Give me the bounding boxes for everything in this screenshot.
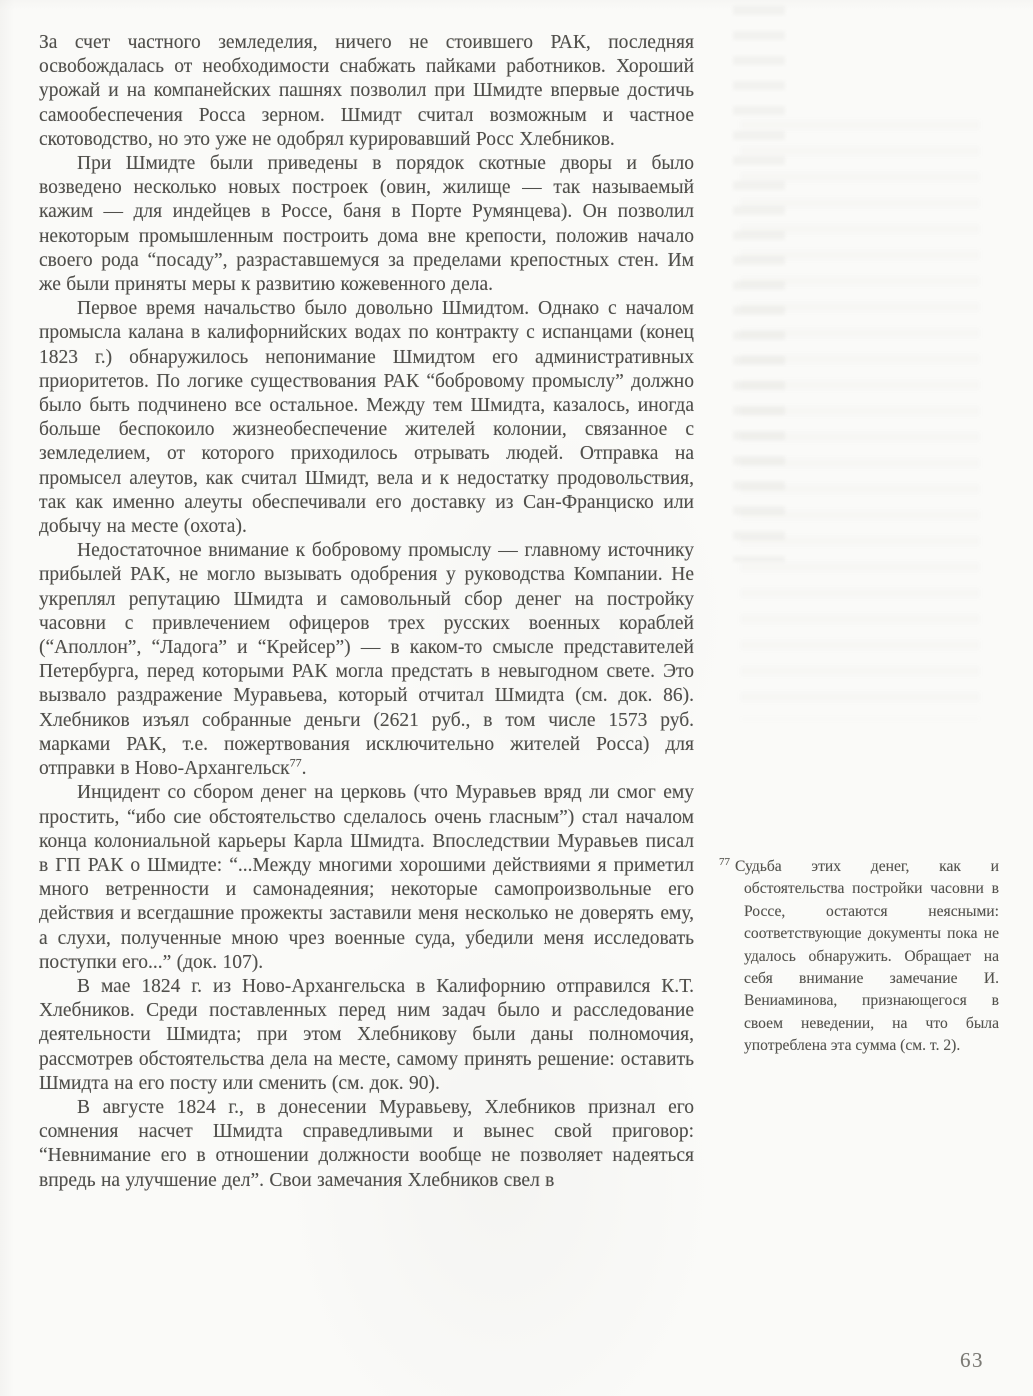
footnote-text: Судьба этих денег, как и обстоятельства постройки часовни в Россе, остаются неясными: соответствующие документы пока не удалось обнаружить. Обращает на себя внимание замечание И. Вениаминова, признающегося в своем неведении, на что была употреблена эта сумма (см. т. 2). [735,858,999,1055]
footnote-marker: 77 [719,855,730,868]
page-bleedthrough-marks [733,6,785,562]
footnote-reference-77: 77 [289,755,302,770]
paragraph: При Шмидте были приведены в порядок скотные дворы и было возведено несколько новых построек (овин, жилище — так называемый кажим — для индейцев в Россе, баня в Порте Румянцева). Он позволил некоторым промышленным построить дома вне крепости, положив начало своего рода “посаду”, разраставшемуся за пределами крепостных стен. Им же были приняты меры к развитию кожевенного дела. [39,153,694,296]
paragraph-text: Недостаточное внимание к бобровому промыслу — главному источнику прибылей РАК, не могло вызывать одобрения у руководства Компании. Не укреплял репутацию Шмидта и самовольный сбор денег на постройку часовни с привлечением офицеров трех русских военных кораблей (“Аполлон”, “Ладога” и “Крейсер”) — в каком-то смысле представителей Петербурга, перед которыми РАК могла предстать в невыгодном свете. Это вызвало раздражение Муравьева, который отчитал Шмидта (см. док. 86). Хлебников изъял собранные деньги (2621 руб., в том числе 1573 руб. марками РАК, т.е. пожертвования исключительно жителей Росса) для отправки в Ново-Архангельск [39,540,694,780]
paragraph: Первое время начальство было довольно Шмидтом. Однако с началом промысла калана в калифорнийских водах по контракту с испанцами (конец 1823 г.) обнаружилось непонимание Шмидтом его административных приоритетов. По логике существования РАК “бобровому промыслу” должно было быть подчинено все остальное. Между тем Шмидта, казалось, иногда больше беспокоило жизнеобеспечение жителей колонии, связанное с земледелием, от которого приходилось отрывать людей. Отправка на промысел алеутов, как считал Шмидт, вела и к недостатку продовольствия, так как именно алеуты обеспечивали его доставку из Сан-Франциско или добычу на месте (охота). [39,298,694,538]
paragraph-text: . [301,758,307,780]
paragraph [39,539,694,781]
footnote-paragraph [719,856,999,1058]
paragraph: В мае 1824 г. из Ново-Архангельска в Калифорнию отправился К.Т. Хлебников. Среди поставленных перед ним задач было и расследование деятельности Шмидта; при этом Хлебникову были даны полномочия, рассмотрев обстоятельства дела на месте, самому принять решение: оставить Шмидта на его посту или сменить (см. док. 90). [39,975,694,1094]
main-text-column [39,31,694,1193]
page-number: 63 [960,1348,984,1372]
paragraph: В августе 1824 г., в донесении Муравьеву, Хлебников признал его сомнения насчет Шмидта справедливыми и вынес свой приговор: “Невнимание его в отношении должности вообще не позволяет надеяться впредь на улучшение дел”. Свои замечания Хлебников свел в [39,1096,694,1191]
paragraph: Инцидент со сбором денег на церковь (что Муравьев вряд ли смог ему простить, “ибо сие обстоятельство сделалось очень гласным”) стал началом конца колониальной карьеры Карла Шмидта. Впоследствии Муравьев писал в ГП РАК о Шмидте: “...Между многими хорошими действиями я приметил много ветренности и самонадеяния; некоторые самопроизвольные его действия и всегдашние прожекты заставили меня несколько не доверять ему, а слухи, полученные мною чрез военные суда, убедили меня исследовать поступки его...” (док. 107). [39,782,694,973]
paragraph: За счет частного земледелия, ничего не стоившего РАК, последняя освобождалась от необходимости снабжать пайками работников. Хороший урожай и на компанейских пашнях позволил при Шмидте впервые достичь самообеспечения Росса зерном. Шмидт считал возможным и частное скотоводство, но это уже не одобрял курировавший Росс Хлебников. [39,32,694,150]
page-bleedthrough-soft [740,120,980,720]
margin-footnote-77 [719,856,999,1058]
